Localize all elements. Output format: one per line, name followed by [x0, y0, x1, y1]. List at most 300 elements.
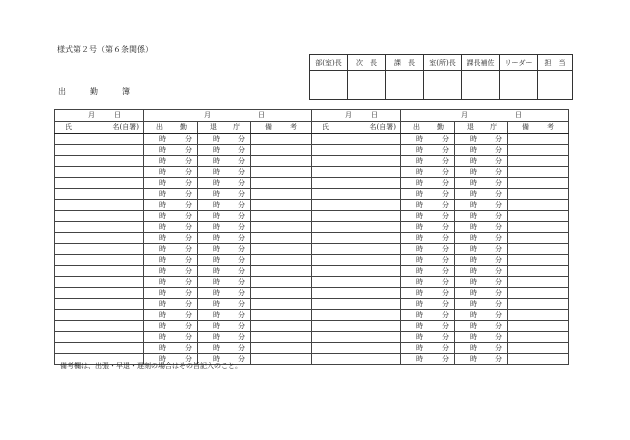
- remarks-cell[interactable]: [508, 189, 569, 200]
- day-label: 日: [371, 111, 378, 119]
- col-header-clock-out: 退 庁: [455, 122, 508, 134]
- time-entry-cell[interactable]: [144, 321, 198, 332]
- hour-label: 時: [159, 256, 166, 264]
- remarks-cell[interactable]: [508, 200, 569, 211]
- time-entry-cell[interactable]: [401, 332, 455, 343]
- time-entry-cell[interactable]: [401, 255, 455, 266]
- minute-label: 分: [185, 333, 192, 341]
- minute-label: 分: [495, 267, 502, 275]
- remarks-cell[interactable]: [508, 288, 569, 299]
- hour-label: 時: [416, 201, 423, 209]
- minute-label: 分: [495, 289, 502, 297]
- time-entry-cell[interactable]: [455, 343, 508, 354]
- day-label: 日: [114, 111, 121, 119]
- time-entry-cell[interactable]: [144, 255, 198, 266]
- remarks-cell[interactable]: [508, 233, 569, 244]
- stamp-cell[interactable]: [500, 71, 538, 100]
- hour-label: 時: [470, 234, 477, 242]
- minute-label: 分: [238, 168, 245, 176]
- minute-label: 分: [442, 234, 449, 242]
- title-char: 出: [58, 87, 66, 96]
- time-entry-cell[interactable]: [455, 277, 508, 288]
- minute-label: 分: [185, 344, 192, 352]
- remarks-cell[interactable]: [508, 266, 569, 277]
- approval-header: 担 当: [538, 55, 573, 71]
- minute-label: 分: [442, 223, 449, 231]
- time-entry-cell[interactable]: [198, 167, 251, 178]
- time-entry-cell[interactable]: [455, 233, 508, 244]
- hour-label: 時: [416, 223, 423, 231]
- hour-label: 時: [159, 223, 166, 231]
- minute-label: 分: [185, 157, 192, 165]
- minute-label: 分: [495, 201, 502, 209]
- table-row: [55, 321, 569, 332]
- name-signature-cell[interactable]: [55, 299, 144, 310]
- time-entry-cell[interactable]: [198, 145, 251, 156]
- time-entry-cell[interactable]: [401, 145, 455, 156]
- name-signature-cell[interactable]: [55, 266, 144, 277]
- remarks-cell[interactable]: [508, 167, 569, 178]
- remarks-cell[interactable]: [508, 222, 569, 233]
- minute-label: 分: [185, 267, 192, 275]
- time-entry-cell[interactable]: [401, 178, 455, 189]
- time-entry-cell[interactable]: [144, 233, 198, 244]
- time-entry-cell[interactable]: [455, 167, 508, 178]
- name-signature-cell[interactable]: [55, 222, 144, 233]
- minute-label: 分: [238, 267, 245, 275]
- time-entry-cell[interactable]: [144, 277, 198, 288]
- time-entry-cell[interactable]: [198, 233, 251, 244]
- table-row: [55, 167, 569, 178]
- remarks-cell[interactable]: [251, 288, 312, 299]
- remarks-cell[interactable]: [251, 354, 312, 365]
- hour-label: 時: [470, 201, 477, 209]
- hour-label: 時: [470, 344, 477, 352]
- remarks-cell[interactable]: [251, 145, 312, 156]
- hour-label: 時: [416, 146, 423, 154]
- name-signature-cell[interactable]: [55, 167, 144, 178]
- hour-label: 時: [470, 300, 477, 308]
- col-header-name: 氏 名(自署): [55, 122, 144, 134]
- minute-label: 分: [185, 256, 192, 264]
- date-header-row: [55, 110, 569, 122]
- time-entry-cell[interactable]: [144, 222, 198, 233]
- remarks-cell[interactable]: [508, 211, 569, 222]
- title-char: 簿: [122, 87, 130, 96]
- table-row: [55, 233, 569, 244]
- name-signature-cell[interactable]: [312, 134, 401, 145]
- time-entry-cell[interactable]: [144, 200, 198, 211]
- table-row: [55, 156, 569, 167]
- time-entry-cell[interactable]: [144, 167, 198, 178]
- month-label: 月: [88, 111, 95, 119]
- remarks-cell[interactable]: [508, 244, 569, 255]
- minute-label: 分: [185, 300, 192, 308]
- remarks-cell[interactable]: [251, 266, 312, 277]
- table-row: [55, 255, 569, 266]
- table-row: [55, 299, 569, 310]
- name-signature-cell[interactable]: [312, 321, 401, 332]
- col-header-clock-in: 出 勤: [144, 122, 198, 134]
- remarks-cell[interactable]: [251, 233, 312, 244]
- remarks-cell[interactable]: [508, 299, 569, 310]
- remarks-cell[interactable]: [508, 145, 569, 156]
- remarks-cell[interactable]: [251, 178, 312, 189]
- time-entry-cell[interactable]: [401, 167, 455, 178]
- minute-label: 分: [185, 322, 192, 330]
- hour-label: 時: [470, 256, 477, 264]
- time-entry-cell[interactable]: [198, 255, 251, 266]
- time-entry-cell[interactable]: [144, 156, 198, 167]
- hour-label: 時: [470, 278, 477, 286]
- hour-label: 時: [470, 135, 477, 143]
- minute-label: 分: [442, 333, 449, 341]
- hour-label: 時: [159, 190, 166, 198]
- name-signature-cell[interactable]: [312, 266, 401, 277]
- column-header-row: [55, 122, 569, 134]
- hour-label: 時: [416, 157, 423, 165]
- time-entry-cell[interactable]: [144, 211, 198, 222]
- hour-label: 時: [213, 256, 220, 264]
- time-entry-cell[interactable]: [455, 244, 508, 255]
- minute-label: 分: [495, 157, 502, 165]
- time-entry-cell[interactable]: [455, 156, 508, 167]
- name-signature-cell[interactable]: [55, 310, 144, 321]
- name-signature-cell[interactable]: [312, 288, 401, 299]
- remarks-cell[interactable]: [508, 277, 569, 288]
- stamp-cell[interactable]: [310, 71, 348, 100]
- table-row: [55, 332, 569, 343]
- time-entry-cell[interactable]: [455, 200, 508, 211]
- time-entry-cell[interactable]: [401, 233, 455, 244]
- hour-label: 時: [416, 135, 423, 143]
- remarks-cell[interactable]: [508, 255, 569, 266]
- time-entry-cell[interactable]: [401, 200, 455, 211]
- minute-label: 分: [238, 212, 245, 220]
- name-signature-cell[interactable]: [55, 244, 144, 255]
- name-signature-cell[interactable]: [312, 310, 401, 321]
- hour-label: 時: [213, 234, 220, 242]
- minute-label: 分: [185, 245, 192, 253]
- minute-label: 分: [442, 201, 449, 209]
- remarks-cell[interactable]: [251, 310, 312, 321]
- hour-label: 時: [159, 212, 166, 220]
- time-entry-cell[interactable]: [198, 189, 251, 200]
- time-entry-cell[interactable]: [455, 321, 508, 332]
- time-entry-cell[interactable]: [455, 288, 508, 299]
- remarks-cell[interactable]: [251, 167, 312, 178]
- name-signature-cell[interactable]: [312, 156, 401, 167]
- stamp-cell[interactable]: [462, 71, 500, 100]
- approval-stamp-table: [309, 54, 573, 100]
- time-entry-cell[interactable]: [144, 244, 198, 255]
- name-signature-cell[interactable]: [312, 145, 401, 156]
- time-entry-cell[interactable]: [198, 277, 251, 288]
- time-entry-cell[interactable]: [401, 354, 455, 365]
- date-cell-right[interactable]: [312, 110, 401, 122]
- time-entry-cell[interactable]: [455, 178, 508, 189]
- remarks-cell[interactable]: [508, 332, 569, 343]
- minute-label: 分: [238, 278, 245, 286]
- name-signature-cell[interactable]: [312, 211, 401, 222]
- time-entry-cell[interactable]: [144, 178, 198, 189]
- minute-label: 分: [442, 146, 449, 154]
- name-signature-cell[interactable]: [312, 343, 401, 354]
- minute-label: 分: [495, 333, 502, 341]
- name-signature-cell[interactable]: [55, 343, 144, 354]
- hour-label: 時: [470, 157, 477, 165]
- time-entry-cell[interactable]: [144, 266, 198, 277]
- time-entry-cell[interactable]: [198, 321, 251, 332]
- name-signature-cell[interactable]: [312, 200, 401, 211]
- hour-label: 時: [416, 212, 423, 220]
- table-row: [55, 200, 569, 211]
- hour-label: 時: [159, 355, 166, 363]
- time-entry-cell[interactable]: [401, 299, 455, 310]
- time-entry-cell[interactable]: [455, 134, 508, 145]
- name-signature-cell[interactable]: [55, 332, 144, 343]
- minute-label: 分: [238, 256, 245, 264]
- remarks-cell[interactable]: [251, 299, 312, 310]
- minute-label: 分: [238, 223, 245, 231]
- table-row: [55, 244, 569, 255]
- name-signature-cell[interactable]: [312, 277, 401, 288]
- time-entry-cell[interactable]: [144, 343, 198, 354]
- hour-label: 時: [159, 344, 166, 352]
- remarks-cell[interactable]: [251, 222, 312, 233]
- hour-label: 時: [470, 223, 477, 231]
- hour-label: 時: [416, 300, 423, 308]
- table-row: [55, 189, 569, 200]
- minute-label: 分: [495, 322, 502, 330]
- stamp-cell[interactable]: [538, 71, 573, 100]
- minute-label: 分: [442, 289, 449, 297]
- minute-label: 分: [495, 300, 502, 308]
- hour-label: 時: [416, 190, 423, 198]
- time-entry-cell[interactable]: [401, 321, 455, 332]
- stamp-cell[interactable]: [424, 71, 462, 100]
- attendance-ledger-table: [54, 109, 569, 365]
- minute-label: 分: [495, 190, 502, 198]
- time-entry-cell[interactable]: [198, 156, 251, 167]
- remarks-cell[interactable]: [251, 255, 312, 266]
- minute-label: 分: [185, 135, 192, 143]
- time-entry-cell[interactable]: [401, 343, 455, 354]
- time-entry-cell[interactable]: [455, 354, 508, 365]
- remarks-cell[interactable]: [251, 189, 312, 200]
- minute-label: 分: [185, 190, 192, 198]
- remarks-cell[interactable]: [508, 156, 569, 167]
- approval-header: リーダー: [500, 55, 538, 71]
- time-entry-cell[interactable]: [401, 310, 455, 321]
- remarks-cell[interactable]: [508, 354, 569, 365]
- name-signature-cell[interactable]: [312, 255, 401, 266]
- time-entry-cell[interactable]: [198, 222, 251, 233]
- minute-label: 分: [238, 234, 245, 242]
- col-header-remarks: 備 考: [508, 122, 569, 134]
- hour-label: 時: [213, 157, 220, 165]
- time-entry-cell[interactable]: [198, 299, 251, 310]
- time-entry-cell[interactable]: [198, 266, 251, 277]
- hour-label: 時: [159, 300, 166, 308]
- time-entry-cell[interactable]: [144, 134, 198, 145]
- hour-label: 時: [159, 168, 166, 176]
- minute-label: 分: [442, 344, 449, 352]
- hour-label: 時: [470, 311, 477, 319]
- minute-label: 分: [442, 245, 449, 253]
- remarks-cell[interactable]: [251, 244, 312, 255]
- time-entry-cell[interactable]: [401, 211, 455, 222]
- minute-label: 分: [185, 355, 192, 363]
- time-entry-cell[interactable]: [401, 266, 455, 277]
- time-entry-cell[interactable]: [455, 255, 508, 266]
- hour-label: 時: [470, 245, 477, 253]
- stamp-cell[interactable]: [348, 71, 386, 100]
- time-entry-cell[interactable]: [144, 189, 198, 200]
- time-entry-cell[interactable]: [401, 134, 455, 145]
- hour-label: 時: [159, 289, 166, 297]
- minute-label: 分: [238, 245, 245, 253]
- remarks-cell[interactable]: [251, 134, 312, 145]
- hour-label: 時: [159, 201, 166, 209]
- name-signature-cell[interactable]: [55, 200, 144, 211]
- time-entry-cell[interactable]: [198, 244, 251, 255]
- approval-header-row: [310, 55, 573, 71]
- hour-label: 時: [159, 157, 166, 165]
- minute-label: 分: [185, 201, 192, 209]
- name-signature-cell[interactable]: [55, 178, 144, 189]
- time-entry-cell[interactable]: [144, 332, 198, 343]
- date-cell-left-times[interactable]: [144, 110, 312, 122]
- name-signature-cell[interactable]: [312, 233, 401, 244]
- date-cell-left[interactable]: [55, 110, 144, 122]
- name-signature-cell[interactable]: [312, 178, 401, 189]
- hour-label: 時: [159, 311, 166, 319]
- minute-label: 分: [495, 311, 502, 319]
- time-entry-cell[interactable]: [144, 145, 198, 156]
- time-entry-cell[interactable]: [198, 310, 251, 321]
- remarks-cell[interactable]: [508, 178, 569, 189]
- minute-label: 分: [238, 344, 245, 352]
- minute-label: 分: [442, 212, 449, 220]
- time-entry-cell[interactable]: [198, 211, 251, 222]
- time-entry-cell[interactable]: [455, 189, 508, 200]
- minute-label: 分: [442, 168, 449, 176]
- minute-label: 分: [185, 212, 192, 220]
- table-row: [55, 222, 569, 233]
- hour-label: 時: [416, 311, 423, 319]
- name-signature-cell[interactable]: [55, 189, 144, 200]
- time-entry-cell[interactable]: [455, 266, 508, 277]
- remarks-cell[interactable]: [251, 332, 312, 343]
- hour-label: 時: [159, 234, 166, 242]
- name-signature-cell[interactable]: [55, 211, 144, 222]
- time-entry-cell[interactable]: [144, 310, 198, 321]
- name-signature-cell[interactable]: [55, 277, 144, 288]
- time-entry-cell[interactable]: [455, 310, 508, 321]
- name-signature-cell[interactable]: [55, 134, 144, 145]
- form-number: 様式第２号（第６条関係）: [57, 45, 153, 54]
- time-entry-cell[interactable]: [455, 332, 508, 343]
- time-entry-cell[interactable]: [455, 145, 508, 156]
- minute-label: 分: [238, 179, 245, 187]
- remarks-cell[interactable]: [251, 211, 312, 222]
- time-entry-cell[interactable]: [144, 288, 198, 299]
- name-signature-cell[interactable]: [312, 299, 401, 310]
- minute-label: 分: [442, 322, 449, 330]
- remarks-cell[interactable]: [508, 321, 569, 332]
- name-signature-cell[interactable]: [312, 332, 401, 343]
- name-signature-cell[interactable]: [312, 189, 401, 200]
- hour-label: 時: [416, 333, 423, 341]
- hour-label: 時: [416, 179, 423, 187]
- name-signature-cell[interactable]: [55, 145, 144, 156]
- hour-label: 時: [213, 289, 220, 297]
- name-signature-cell[interactable]: [312, 222, 401, 233]
- time-entry-cell[interactable]: [401, 244, 455, 255]
- remarks-cell[interactable]: [251, 321, 312, 332]
- name-signature-cell[interactable]: [55, 321, 144, 332]
- time-entry-cell[interactable]: [198, 134, 251, 145]
- time-entry-cell[interactable]: [401, 222, 455, 233]
- minute-label: 分: [442, 278, 449, 286]
- time-entry-cell[interactable]: [401, 288, 455, 299]
- minute-label: 分: [495, 256, 502, 264]
- name-signature-cell[interactable]: [55, 288, 144, 299]
- time-entry-cell[interactable]: [198, 178, 251, 189]
- table-row: [55, 134, 569, 145]
- name-signature-cell[interactable]: [55, 233, 144, 244]
- remarks-cell[interactable]: [251, 200, 312, 211]
- time-entry-cell[interactable]: [198, 288, 251, 299]
- remarks-cell[interactable]: [508, 343, 569, 354]
- minute-label: 分: [185, 278, 192, 286]
- remarks-cell[interactable]: [508, 134, 569, 145]
- time-entry-cell[interactable]: [401, 189, 455, 200]
- remarks-cell[interactable]: [251, 343, 312, 354]
- time-entry-cell[interactable]: [455, 299, 508, 310]
- time-entry-cell[interactable]: [144, 299, 198, 310]
- hour-label: 時: [416, 234, 423, 242]
- time-entry-cell[interactable]: [198, 200, 251, 211]
- minute-label: 分: [238, 355, 245, 363]
- approval-header: 次 長: [348, 55, 386, 71]
- time-entry-cell[interactable]: [401, 156, 455, 167]
- name-signature-cell[interactable]: [312, 244, 401, 255]
- time-entry-cell[interactable]: [455, 222, 508, 233]
- stamp-cell[interactable]: [386, 71, 424, 100]
- remarks-cell[interactable]: [251, 277, 312, 288]
- name-signature-cell[interactable]: [55, 255, 144, 266]
- time-entry-cell[interactable]: [198, 343, 251, 354]
- time-entry-cell[interactable]: [198, 332, 251, 343]
- remarks-cell[interactable]: [251, 156, 312, 167]
- name-signature-cell[interactable]: [55, 156, 144, 167]
- hour-label: 時: [213, 355, 220, 363]
- name-signature-cell[interactable]: [312, 354, 401, 365]
- date-cell-right-times[interactable]: [401, 110, 569, 122]
- name-signature-cell[interactable]: [312, 167, 401, 178]
- hour-label: 時: [213, 146, 220, 154]
- hour-label: 時: [159, 135, 166, 143]
- time-entry-cell[interactable]: [401, 277, 455, 288]
- minute-label: 分: [238, 135, 245, 143]
- remarks-cell[interactable]: [508, 310, 569, 321]
- hour-label: 時: [159, 179, 166, 187]
- hour-label: 時: [213, 322, 220, 330]
- time-entry-cell[interactable]: [455, 211, 508, 222]
- hour-label: 時: [470, 168, 477, 176]
